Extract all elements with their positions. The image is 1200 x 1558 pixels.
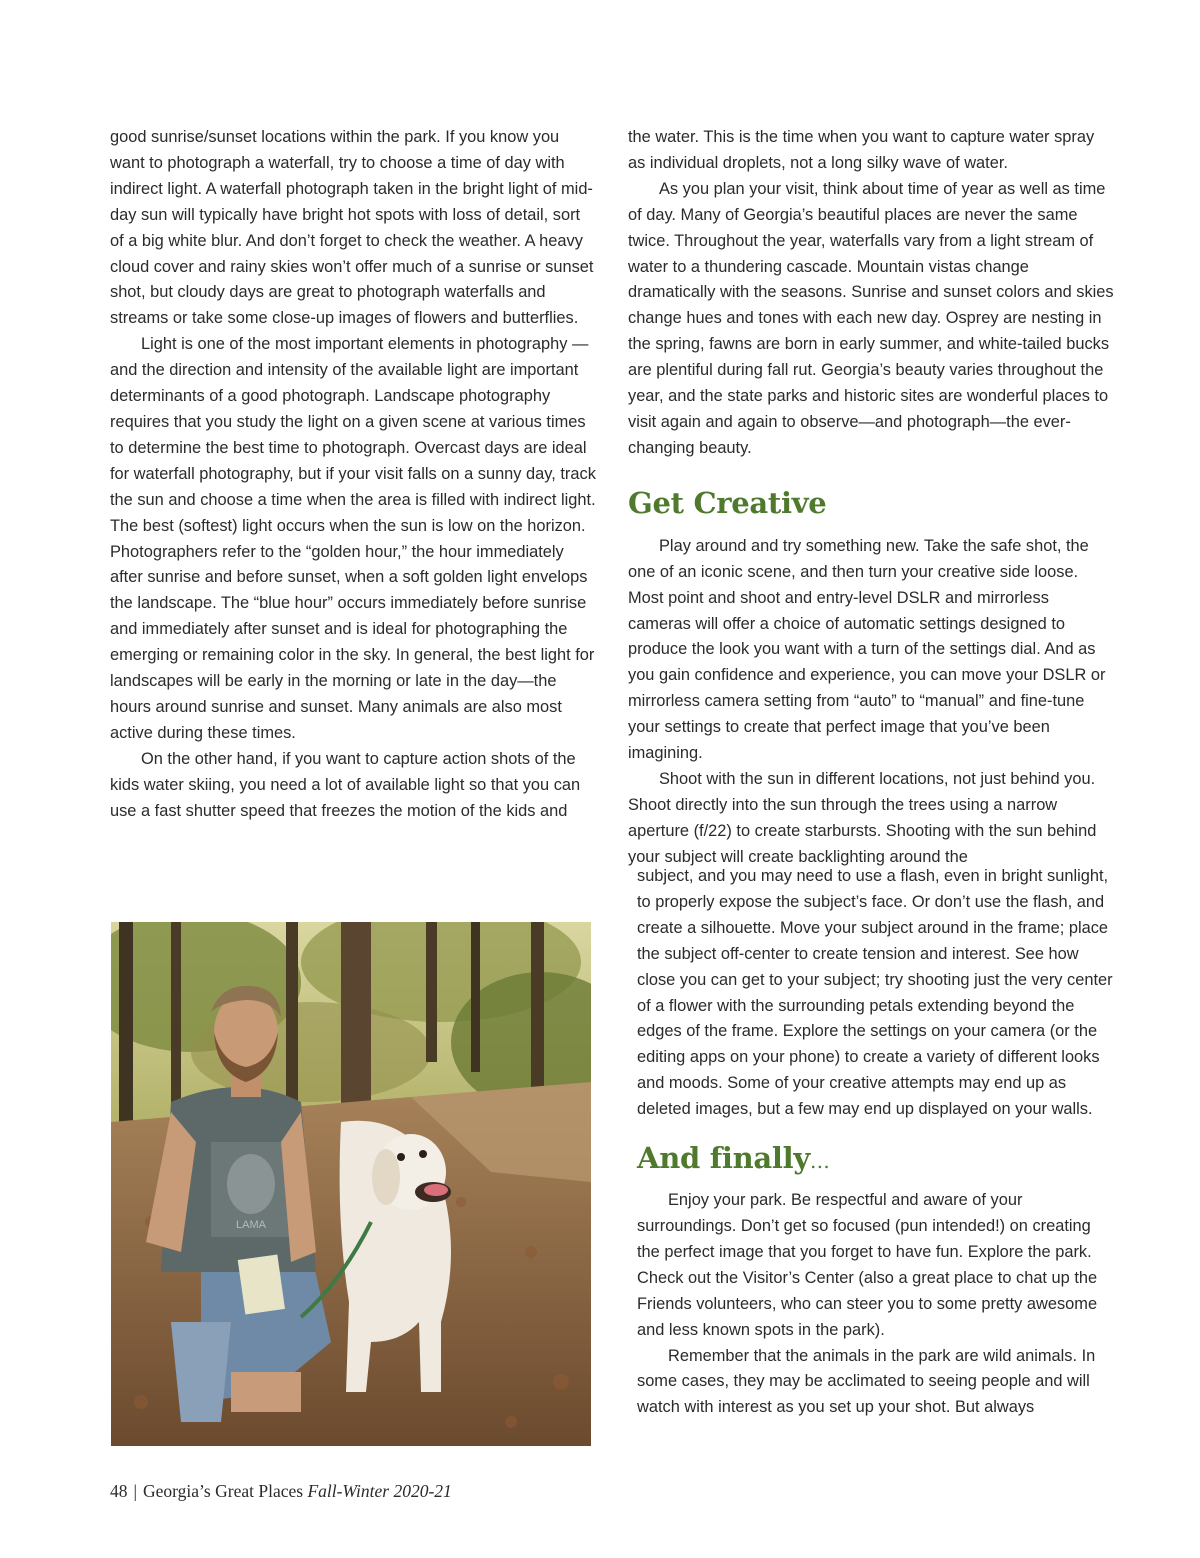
issue-label: Fall-Winter 2020-21 <box>307 1481 452 1501</box>
right-column <box>628 125 1114 871</box>
publication-name: Georgia’s Great Places <box>143 1481 304 1501</box>
section-heading-get-creative: Get Creative <box>628 485 827 520</box>
body-paragraph: Play around and try something new. Take the safe shot, the one of an iconic scene, and then turn your creative side loose. Most point and shoot and entry-level DSLR and mirrorless cameras will offer a choice of automatic settings designed to produce the look you want with a turn of the settings dial. And as you gain confidence and experience, you can move your DSLR or mirrorless camera setting from “auto” to “manual” and fine-tune your settings to create that perfect image that you’ve been imagining. <box>628 536 1106 763</box>
body-paragraph: the water. This is the time when you want to capture water spray as individual droplets, not a long silky wave of water. <box>628 128 1095 172</box>
photo-man-with-dog <box>111 922 591 1446</box>
body-paragraph: good sunrise/sunset locations within the park. If you know you want to photograph a waterfall, try to choose a time of day with indirect light. A waterfall photograph taken in the bright light of mid-day sun will typically have bright hot spots with loss of detail, sort of a big white blur. And don’t forget to check the weather. A heavy cloud cover and rainy skies won’t offer much of a sunrise or sunset shot, but cloudy days are great to photograph waterfalls and streams or take some close-up images of flowers and butterflies. <box>110 128 594 328</box>
body-paragraph: subject, and you may need to use a flash, even in bright sunlight, to properly expose the subject’s face. Or don’t use the flash, and create a silhouette. Move your subject around in the frame; place the subject off-center to create tension and interest. See how close you can get to your subject; try shooting just the very center of a flower with the surrounding petals extending beyond the edges of the frame. Explore the settings on your camera (or the editing apps on your phone) to create a variety of different looks and moods. Some of your creative attempts may end up as deleted images, but a few may end up displayed on your walls. <box>637 867 1113 1119</box>
page-number: 48 <box>110 1481 128 1501</box>
heading-text: And finally <box>637 1141 810 1176</box>
heading-ellipsis: … <box>809 1149 830 1174</box>
photo-illustration <box>111 922 591 1446</box>
right-column-continued <box>637 864 1117 1421</box>
body-paragraph: Remember that the animals in the park are wild animals. In some cases, they may be acclimated to seeing people and will watch with interest as you set up your shot. But always <box>637 1346 1096 1417</box>
body-paragraph: As you plan your visit, think about time of year as well as time of day. Many of Georgia’s beautiful places are never the same twice. Throughout the year, waterfalls vary from a light stream of water to a thundering cascade. Mountain vistas change dramatically with the seasons. Sunrise and sunset colors and skies change hues and tones with each new day. Osprey are nesting in the spring, fawns are born in early summer, and white-tailed bucks are plentiful during fall rut. Georgia’s beauty varies throughout the year, and the state parks and historic sites are wonderful places to visit again and again to observe—and photograph—the ever-changing beauty. <box>628 179 1114 457</box>
left-column <box>110 125 596 824</box>
body-paragraph: Light is one of the most important elements in photography —and the direction and intensity of the available light are important determinants of a good photograph. Landscape photography requires that you study the light on a given scene at various times to determine the best time to photograph. Overcast days are ideal for waterfall photography, but if your visit falls on a sunny day, track the sun and choose a time when the area is filled with indirect light. The best (softest) light occurs when the sun is low on the horizon. Photographers refer to the “golden hour,” the hour immediately after sunrise and before sunset, when a soft golden light envelops the landscape. The “blue hour” occurs immediately before sunrise and immediately after sunset and is ideal for photographing the emerging or remaining color in the sky. In general, the best light for landscapes will be early in the morning or late in the day—the hours around sunrise and sunset. Many animals are also most active during these times. <box>110 335 596 742</box>
body-paragraph: Enjoy your park. Be respectful and aware of your surroundings. Don’t get so focused (pun intended!) on creating the perfect image that you forget to have fun. Explore the park. Check out the Visitor’s Center (also a great place to chat up the Friends volunteers, who can steer you to some pretty awesome and less known spots in the park). <box>637 1191 1098 1339</box>
page-footer <box>110 1481 452 1502</box>
body-paragraph: On the other hand, if you want to capture action shots of the kids water skiing, you need a lot of available light so that you can use a fast shutter speed that freezes the motion of the kids and <box>110 749 581 820</box>
body-paragraph: Shoot with the sun in different locations, not just behind you. Shoot directly into the sun through the trees using a narrow aperture (f/22) to create starbursts. Shooting with the sun behind your subject will create backlighting around the <box>628 769 1097 866</box>
footer-separator: | <box>133 1481 138 1501</box>
shirt-print-text: LAMA <box>236 1219 266 1231</box>
section-heading-and-finally <box>637 1141 1117 1178</box>
